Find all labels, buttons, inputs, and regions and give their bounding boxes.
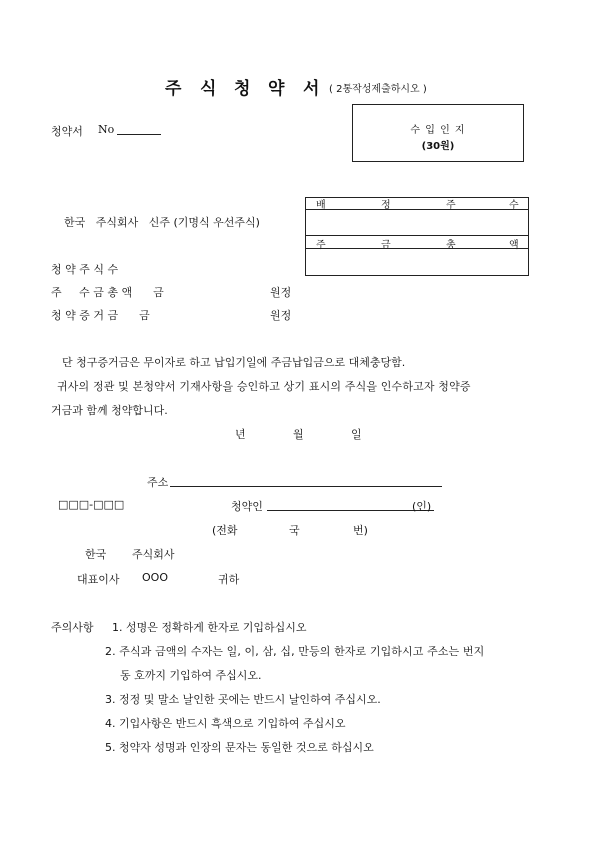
representative-label: 대표이사 [77, 573, 120, 586]
address-field[interactable] [170, 486, 442, 487]
note-item: 1. 성명은 정확하게 한자로 기입하십시오 [112, 621, 307, 634]
address-label: 주소 [147, 476, 169, 489]
title-char-4: 약 [268, 79, 285, 99]
company-line: 한국 주식회사 신주 (기명식 우선주식) [64, 216, 260, 229]
representative-name: OOO [142, 571, 168, 584]
total-amount-unit: 원정 [270, 286, 292, 299]
date-month: 월 [293, 428, 304, 441]
note-item: 4. 기입사항은 반드시 흑색으로 기입하여 주십시오 [105, 717, 346, 730]
date-day: 일 [351, 428, 362, 441]
title-char-1: 주 [165, 79, 182, 99]
stamp-label: 수 입 인 지 [410, 125, 466, 136]
title-char-3: 청 [234, 79, 251, 99]
total-amount-header: 주 금 총 액 [316, 240, 519, 251]
table-divider [306, 209, 528, 210]
form-label: 청약서 [51, 125, 83, 138]
phone-close: 번) [353, 524, 368, 537]
recipient-company-a: 한국 [85, 548, 107, 561]
postal-code-field[interactable]: □□□-□□□ [58, 498, 125, 511]
table-divider [306, 235, 528, 236]
stamp-price: (30원) [421, 141, 455, 152]
title-char-5: 서 [303, 79, 320, 99]
honorific: 귀하 [218, 573, 240, 586]
body-paragraph-1: 단 청구증거금은 무이자로 하고 납입기일에 주금납입금으로 대체충당함. [62, 356, 406, 369]
title-note: ( 2통작성제출하시오 ) [329, 84, 427, 95]
table-divider [306, 248, 528, 249]
note-item: 5. 청약자 성명과 인장의 문자는 동일한 것으로 하십시오 [105, 741, 374, 754]
title-char-2: 식 [200, 79, 217, 99]
phone-mid: 국 [289, 524, 300, 537]
shares-label: 청 약 주 식 수 [51, 263, 119, 276]
body-paragraph-2b: 거금과 함께 청약합니다. [51, 404, 168, 417]
allotted-shares-header: 배 정 주 수 [316, 200, 519, 211]
deposit-unit: 원정 [270, 309, 292, 322]
allotment-table [305, 197, 529, 276]
date-year: 년 [235, 428, 246, 441]
phone-open: (전화 [212, 524, 238, 537]
applicant-label: 청약인 [231, 500, 263, 513]
revenue-stamp-box [352, 104, 524, 162]
form-no-label: No [98, 123, 115, 136]
form-no-field[interactable] [117, 134, 161, 135]
deposit-label: 청 약 증 거 금 금 [51, 309, 150, 322]
applicant-name-field[interactable] [267, 510, 434, 511]
seal-mark: (인) [412, 500, 432, 513]
note-item: 2. 주식과 금액의 수자는 일, 이, 삼, 십, 만등의 한자로 기입하시고 주소는 번지 [105, 645, 485, 658]
note-item-continued: 동 호까지 기입하여 주십시오. [120, 669, 262, 682]
note-item: 3. 정정 및 말소 날인한 곳에는 반드시 날인하여 주십시오. [105, 693, 381, 706]
total-amount-label: 주 수 금 총 액 금 [51, 286, 164, 299]
notes-heading: 주의사항 [51, 621, 94, 634]
recipient-company-b: 주식회사 [132, 548, 175, 561]
body-paragraph-2a: 귀사의 정관 및 본청약서 기재사항을 승인하고 상기 표시의 주식을 인수하고자 청약증 [57, 380, 471, 393]
